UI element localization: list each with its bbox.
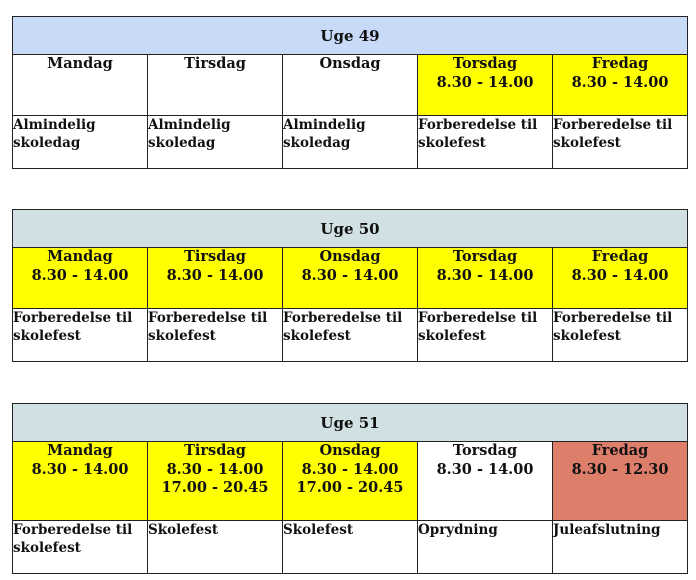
day-name: Mandag	[47, 442, 113, 459]
day-name: Onsdag	[319, 442, 381, 459]
day-cell-mandag	[13, 55, 148, 116]
activity-cell: Forberedelse til skolefest	[148, 309, 283, 362]
day-name: Torsdag	[452, 248, 518, 265]
activity-cell: Oprydning	[418, 521, 553, 574]
activity-cell: Juleafslutning	[553, 521, 688, 574]
activity-cell: Almindelig skoledag	[13, 116, 148, 169]
day-name: Torsdag	[452, 55, 518, 72]
day-time: 8.30 - 14.00	[571, 73, 669, 91]
day-cell-onsdag	[283, 442, 418, 521]
day-name: Fredag	[591, 442, 649, 459]
day-time: 8.30 - 14.00	[166, 460, 264, 478]
day-cell-mandag	[13, 248, 148, 309]
day-name: Onsdag	[319, 248, 381, 265]
day-time: 8.30 - 14.00	[31, 460, 129, 478]
day-cell-onsdag	[283, 55, 418, 116]
activity-cell: Forberedelse til skolefest	[418, 116, 553, 169]
day-time: 8.30 - 14.00	[436, 266, 534, 284]
activity-cell: Forberedelse til skolefest	[283, 309, 418, 362]
day-name: Tirsdag	[184, 442, 246, 459]
day-time: 8.30 - 14.00	[436, 73, 534, 91]
activity-cell: Almindelig skoledag	[148, 116, 283, 169]
day-name: Fredag	[591, 55, 649, 72]
day-time: 8.30 - 14.00	[166, 266, 264, 284]
day-cell-fredag	[553, 248, 688, 309]
day-time: 8.30 - 14.00	[571, 266, 669, 284]
week-51-table	[12, 403, 688, 574]
activity-cell: Almindelig skoledag	[283, 116, 418, 169]
day-cell-fredag	[553, 442, 688, 521]
week-title: Uge 49	[13, 17, 688, 55]
activity-cell: Skolefest	[148, 521, 283, 574]
day-name: Mandag	[47, 248, 113, 265]
day-time: 8.30 - 14.00	[31, 266, 129, 284]
day-cell-torsdag	[418, 248, 553, 309]
activity-cell: Forberedelse til skolefest	[13, 309, 148, 362]
activity-cell: Forberedelse til skolefest	[13, 521, 148, 574]
day-name: Torsdag	[452, 442, 518, 459]
day-name: Mandag	[47, 55, 113, 72]
day-time: 17.00 - 20.45	[161, 479, 269, 496]
activity-cell: Forberedelse til skolefest	[553, 116, 688, 169]
day-time: 8.30 - 14.00	[436, 460, 534, 478]
day-cell-tirsdag	[148, 248, 283, 309]
day-name: Tirsdag	[184, 248, 246, 265]
day-time: 8.30 - 14.00	[301, 266, 399, 284]
day-cell-torsdag	[418, 442, 553, 521]
day-name: Tirsdag	[184, 55, 246, 72]
day-cell-fredag	[553, 55, 688, 116]
day-time: 8.30 - 12.30	[571, 460, 669, 478]
day-cell-mandag	[13, 442, 148, 521]
day-time: 8.30 - 14.00	[301, 460, 399, 478]
week-50-table	[12, 209, 688, 362]
week-title: Uge 50	[13, 210, 688, 248]
day-cell-onsdag	[283, 248, 418, 309]
day-time: 17.00 - 20.45	[296, 479, 404, 496]
day-name: Fredag	[591, 248, 649, 265]
day-name: Onsdag	[319, 55, 381, 72]
activity-cell: Skolefest	[283, 521, 418, 574]
activity-cell: Forberedelse til skolefest	[418, 309, 553, 362]
day-cell-tirsdag	[148, 55, 283, 116]
day-cell-tirsdag	[148, 442, 283, 521]
activity-cell: Forberedelse til skolefest	[553, 309, 688, 362]
week-49-table	[12, 16, 688, 169]
week-title: Uge 51	[13, 404, 688, 442]
day-cell-torsdag	[418, 55, 553, 116]
